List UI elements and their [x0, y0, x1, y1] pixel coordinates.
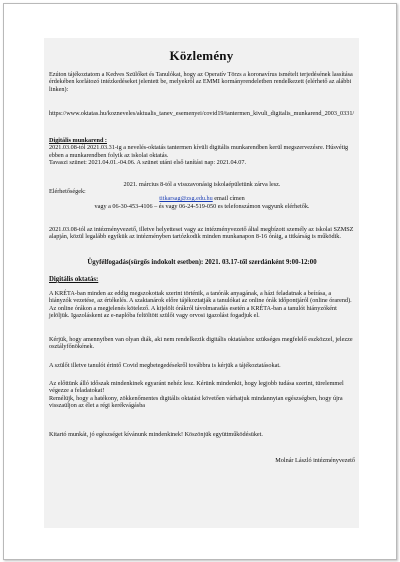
section-heading-digital-workorder: Digitális munkarend : — [49, 137, 107, 144]
contact-email-link[interactable]: titkarsag@zsg.edu.hu — [159, 195, 213, 203]
signature: Molnár László intézményvezető — [275, 457, 355, 464]
workorder-text: 2021.03.08-tól 2021.03.31-ig a nevelés-oktatás tantermen kívüli digitális munkarendben kerül megszervezésre. Húsvétig ebben a munkarendben folyik az iskolai oktatás. — [49, 144, 349, 159]
spring-break-text: Tavaszi szünet: 2021.04.01.-04.06. A szünet utáni első tanítási nap: 2021.04.07. — [49, 158, 247, 166]
devices-text: Kérjük, hogy amennyiben van olyan diák, aki nem rendelkezik digitális oktatáshoz szükséges megfelelő eszközzel, jelezze osztályfőnökének. — [49, 336, 353, 351]
duty-text: 2021.03.08-tól az intézményvezető, illetve helyettesei vagy az intézményvezető által megbízott személy az iskolai SZMSZ alapján, közül legalább egyikük az intézményben tartózkodik minden munkanapon 8-16 óráig, a titkárság is működik. — [49, 226, 354, 241]
hope-text: Remélüjk, hogy a hatékony, zökkenőmentes digitális oktatást követően várhatjuk mindannyian egészségben, hogy újra visszaüljon az élet a régi kerékvágásba — [49, 394, 343, 409]
kreta-text: A KRÉTA-ban minden az eddig megszokottak szerint történik, a tanórák anyagának, a házi feladatnak a beírása, a hiányzók vezetése, az értékelés. A szaktanárok előre tájékoztatják a tanulókat az online órák időpontjáról (online órarend). Az online órákon a megjelenés kötelező. A kijelölt órákról távolmaradás esetén a KRÉTA-ban a tanulót hiányzóként jelöljük. Igazoláskent az e-naplóba feltöltött szülői vagy orvosi igazolást fogadjuk el. — [49, 290, 352, 319]
building-closed-text: 2021. március 8-tól a visszavonásig iskolaépületünk zárva lesz. — [123, 181, 281, 188]
wishes-text: Kitartó munkát, jó egészséget kívánunk mindenkinek! Köszönjük együttműködésüket. — [49, 431, 263, 438]
wishes-paragraph — [49, 431, 355, 438]
section-heading-digital-education: Digitális oktatás: — [49, 276, 99, 283]
intro-link-block — [49, 110, 355, 117]
covid-text: A szülőt illetve tanulót érintő Covid megbetegedésekről továbbra is kérjük a tájékoztatásokat. — [49, 362, 281, 369]
devices-paragraph — [49, 336, 355, 351]
contacts-block — [49, 188, 355, 210]
digital-workorder-section — [49, 137, 355, 166]
contact-email-suffix: email címen — [212, 195, 245, 203]
intro-text: Ezúton tájékoztatom a Kedves Szülőket és Tanulókat, hogy az Operatív Törzs a koronavírus ismételt terjedésének lassítása érdekében korlátozó intézkedéseket jelentett be, melyekről az EMMI kormányrendeletben rendelkezett (elérhető az alábbi linken): — [49, 71, 353, 93]
closing-text: Az előttünk álló időszak mindenkinek egyaránt nehéz lesz. Kérünk mindenkit, hogy legjobb tudása szerint, türelemmel végezze a feladatokat! — [49, 380, 344, 395]
kreta-paragraph — [49, 290, 355, 319]
contact-phones: vagy a 06-30-453-4106 – és vagy 06-24-519-050 es telefonszámon vagyunk elérhetők. — [94, 202, 310, 210]
office-hours: Ügyfélfogadás(sürgős indokolt esetben): 2021. 03.17-től szerdánként 9:00-12:00 — [87, 259, 317, 266]
digital-education-heading-block — [49, 276, 355, 283]
duty-paragraph — [49, 226, 355, 241]
contacts-label: Elérhetőségek: — [49, 188, 86, 195]
covid-paragraph — [49, 362, 355, 369]
intro-paragraph — [49, 71, 355, 93]
closing-paragraph — [49, 380, 355, 409]
page-title: Közlemény — [169, 48, 234, 63]
intro-link[interactable]: https://www.oktatas.hu/kozneveles/aktualis_tanev_esemenyei/covid19/tantermen_kivuli_digitalis_munkarend_2003_0331/ — [49, 110, 355, 117]
contact-email-line — [49, 195, 355, 202]
